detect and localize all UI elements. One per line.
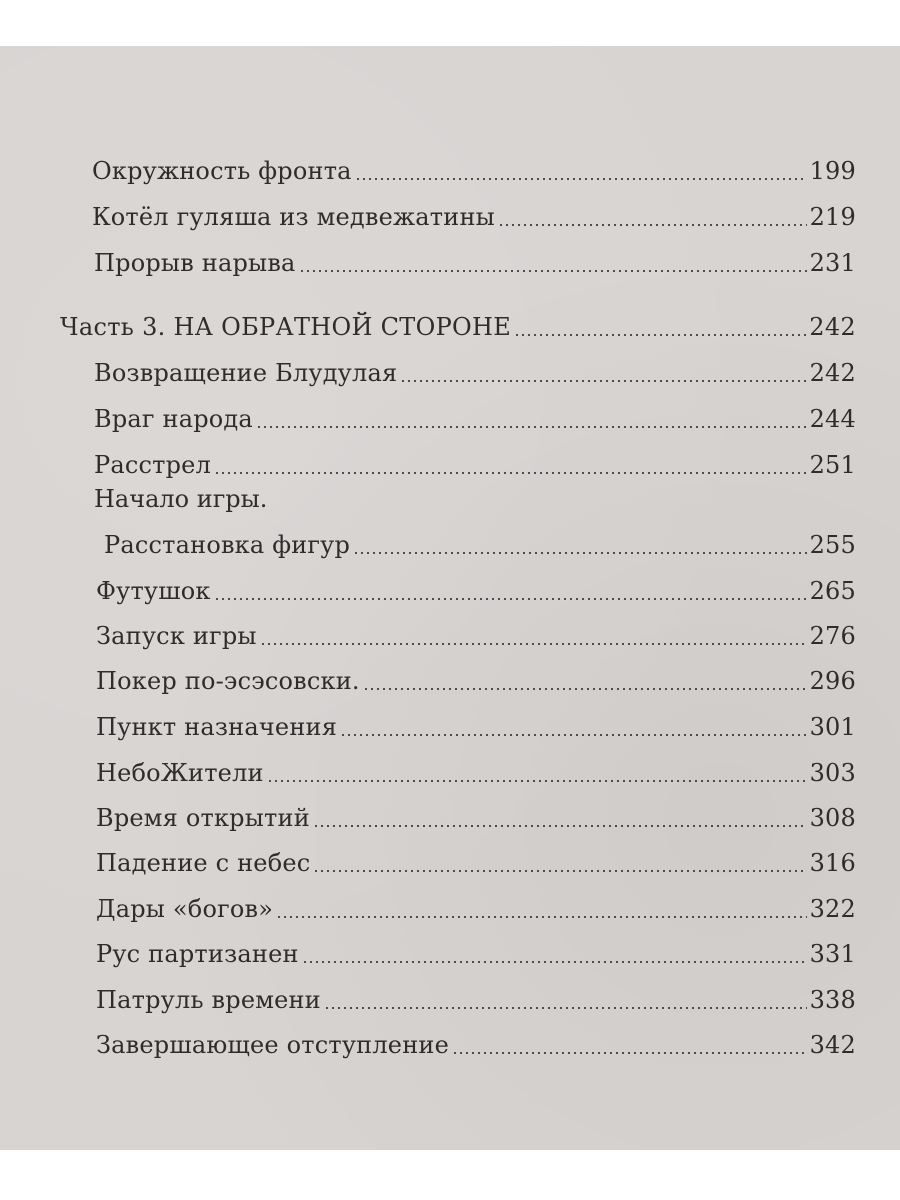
- toc-entry-title: Патруль времени: [96, 986, 321, 1014]
- dot-leader: [302, 961, 807, 963]
- toc-entry: [96, 884, 856, 924]
- toc-entry: [96, 702, 856, 742]
- toc-entry-page: 251: [809, 451, 856, 479]
- part-page: 242: [809, 313, 856, 341]
- toc-entry-page: 244: [809, 405, 856, 433]
- dot-leader: [452, 1052, 807, 1054]
- toc-entry-page: 265: [809, 577, 856, 605]
- toc-entry: [92, 146, 856, 186]
- part-title: Часть 3. НА ОБРАТНОЙ СТОРОНЕ: [60, 313, 512, 341]
- toc-entry: [96, 929, 856, 969]
- toc-entry: [96, 656, 856, 696]
- dot-leader: [353, 552, 807, 554]
- toc-entry-page: 242: [809, 359, 856, 387]
- dot-leader: [340, 734, 807, 736]
- toc-entry-page: 276: [809, 622, 856, 650]
- toc-entry-title-line1: Начало игры.: [94, 485, 268, 513]
- table-of-contents: [0, 46, 900, 1150]
- dot-leader: [276, 916, 806, 918]
- toc-entry: [96, 1020, 856, 1060]
- toc-entry: [96, 611, 856, 651]
- toc-entry-page: 301: [809, 713, 856, 741]
- toc-entry-title-line2: Расстановка фигур: [104, 531, 351, 559]
- toc-entry-title: Рус партизанен: [96, 940, 299, 968]
- toc-entry-title: Враг народа: [94, 405, 253, 433]
- dot-leader: [313, 870, 806, 872]
- toc-entry-title: Время открытий: [96, 804, 310, 832]
- dot-leader: [267, 780, 807, 782]
- toc-entry: [94, 238, 856, 278]
- toc-entry-title: Окружность фронта: [92, 157, 352, 185]
- dot-leader: [256, 426, 807, 428]
- toc-entry: [96, 838, 856, 878]
- toc-entry-page: 316: [809, 849, 856, 877]
- toc-entry: [96, 793, 856, 833]
- toc-entry-page: 255: [809, 531, 856, 559]
- toc-entry-title: Покер по-эсэсовски.: [96, 667, 360, 695]
- dot-leader: [355, 178, 807, 180]
- dot-leader: [324, 1007, 807, 1009]
- dot-leader: [363, 688, 807, 690]
- toc-entry: [96, 975, 856, 1015]
- toc-part-heading: [60, 302, 856, 342]
- dot-leader: [214, 472, 807, 474]
- dot-leader: [214, 598, 807, 600]
- toc-entry-page: 322: [809, 895, 856, 923]
- toc-entry-page: 303: [809, 759, 856, 787]
- toc-entry: [94, 394, 856, 434]
- toc-entry-title: Котёл гуляша из медвежатины: [92, 203, 495, 231]
- dot-leader: [260, 643, 807, 645]
- toc-entry-title: Возвращение Блудулая: [94, 359, 398, 387]
- toc-entry-page: 338: [809, 986, 856, 1014]
- toc-entry-page: 296: [809, 667, 856, 695]
- toc-entry-page: 231: [809, 249, 856, 277]
- dot-leader: [498, 224, 807, 226]
- toc-entry-page: 342: [809, 1031, 856, 1059]
- toc-entry-title: Падение с небес: [96, 849, 311, 877]
- book-page: [0, 46, 900, 1150]
- toc-entry: [92, 192, 856, 232]
- toc-entry: [96, 566, 856, 606]
- toc-entry-title: Прорыв нарыва: [94, 249, 296, 277]
- toc-entry-title: Дары «богов»: [96, 895, 274, 923]
- toc-entry-page: 308: [809, 804, 856, 832]
- toc-entry-page: 331: [809, 940, 856, 968]
- toc-entry-page: 199: [809, 157, 856, 185]
- toc-entry-title: Запуск игры: [96, 622, 257, 650]
- dot-leader: [514, 334, 806, 336]
- dot-leader: [313, 825, 807, 827]
- toc-entry-title: Футушок: [96, 577, 211, 605]
- toc-entry-title: Завершающее отступление: [96, 1031, 450, 1059]
- dot-leader: [299, 270, 807, 272]
- toc-entry-title: Пункт назначения: [96, 713, 338, 741]
- toc-entry-title: Расстрел: [94, 451, 212, 479]
- toc-entry: [94, 440, 856, 480]
- dot-leader: [400, 380, 806, 382]
- toc-entry-title: НебоЖители: [96, 759, 264, 787]
- toc-entry-page: 219: [809, 203, 856, 231]
- toc-entry: [104, 520, 856, 560]
- toc-entry: [96, 748, 856, 788]
- toc-entry: [94, 348, 856, 388]
